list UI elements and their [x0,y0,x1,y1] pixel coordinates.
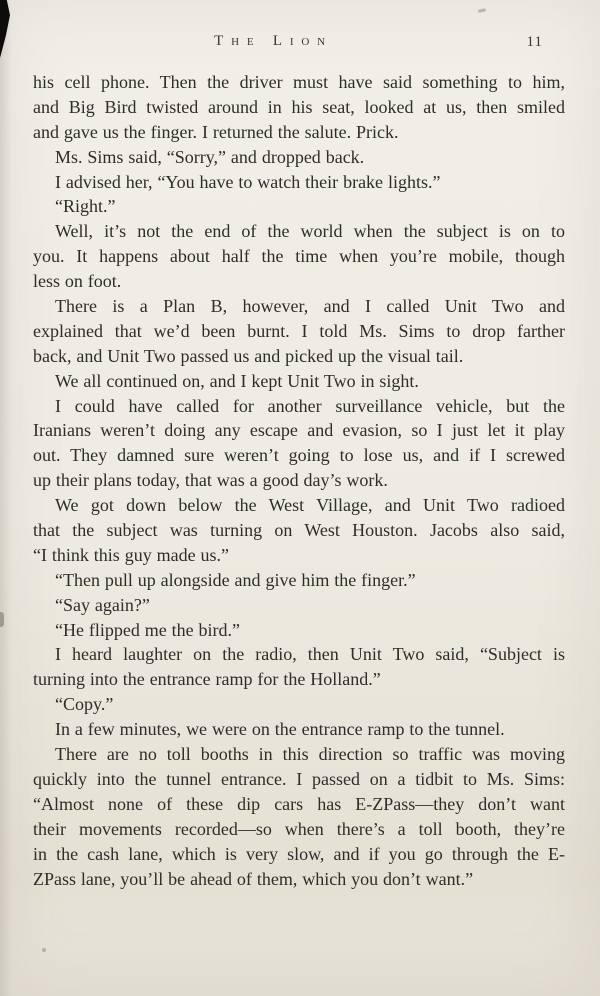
text-line: explained that we’d been burnt. I told Ms. Sims to drop farther [33,320,565,341]
text-line: their movements recorded—so when there’s a toll booth, they’re [33,818,565,839]
text-line: “I think this guy made us.” [33,544,229,565]
text-line: There are no toll booths in this direction so traffic was moving [55,744,565,765]
text-line: back, and Unit Two passed us and picked up the visual tail. [33,345,464,366]
page-corner-shadow [0,0,10,58]
running-head [35,33,567,55]
text-line: ZPass lane, you’ll be ahead of them, which you don’t want.” [33,868,474,889]
body-text [33,70,565,891]
page-number: 11 [526,34,543,50]
text-line: In a few minutes, we were on the entrance ramp to the tunnel. [55,719,505,740]
text-line: in the cash lane, which is very slow, and if you go through the E- [33,843,565,864]
text-line: turning into the entrance ramp for the Holland.” [33,669,381,690]
text-line: “Almost none of these dip cars has E-ZPass—they don’t want [33,793,565,814]
text-line: We got down below the West Village, and Unit Two radioed [55,495,565,516]
text-line: “Say again?” [55,594,150,615]
text-line: up their plans today, that was a good day’s work. [33,470,388,491]
text-line: out. They damned sure weren’t going to lose us, and if I screwed [33,445,565,466]
text-line: his cell phone. Then the driver must have said something to him, [33,72,565,92]
paper-speck-top [478,8,486,13]
text-line: I heard laughter on the radio, then Unit Two said, “Subject is [55,644,565,665]
text-line: Ms. Sims said, “Sorry,” and dropped back. [55,146,365,167]
book-title: The Lion [214,33,333,49]
text-line: “Copy.” [55,694,114,715]
text-line: and Big Bird twisted around in his seat, looked at us, then smiled [33,96,565,117]
text-line: There is a Plan B, however, and I called Unit Two and [55,296,565,317]
text-line: “Right.” [55,196,116,217]
paper-speck-bottom [42,948,46,952]
text-line: that the subject was turning on West Houston. Jacobs also said, [33,520,565,541]
text-line: We all continued on, and I kept Unit Two in sight. [55,370,419,391]
text-line: Iranians weren’t doing any escape and evasion, so I just let it play [33,420,565,441]
text-line: Well, it’s not the end of the world when the subject is on to [55,221,565,242]
page-edge-mark [0,612,4,627]
text-line: less on foot. [33,271,122,292]
text-line: quickly into the tunnel entrance. I passed on a tidbit to Ms. Sims: [33,768,565,789]
text-line: and gave us the finger. I returned the salute. Prick. [33,121,399,142]
text-line: you. It happens about half the time when you’re mobile, though [33,246,565,267]
text-line: I advised her, “You have to watch their brake lights.” [55,171,441,192]
page-left-edge-shadow [0,0,12,996]
text-line: “He flipped me the bird.” [55,619,241,640]
text-line: “Then pull up alongside and give him the finger.” [55,569,416,590]
text-line: I could have called for another surveillance vehicle, but the [55,395,565,416]
